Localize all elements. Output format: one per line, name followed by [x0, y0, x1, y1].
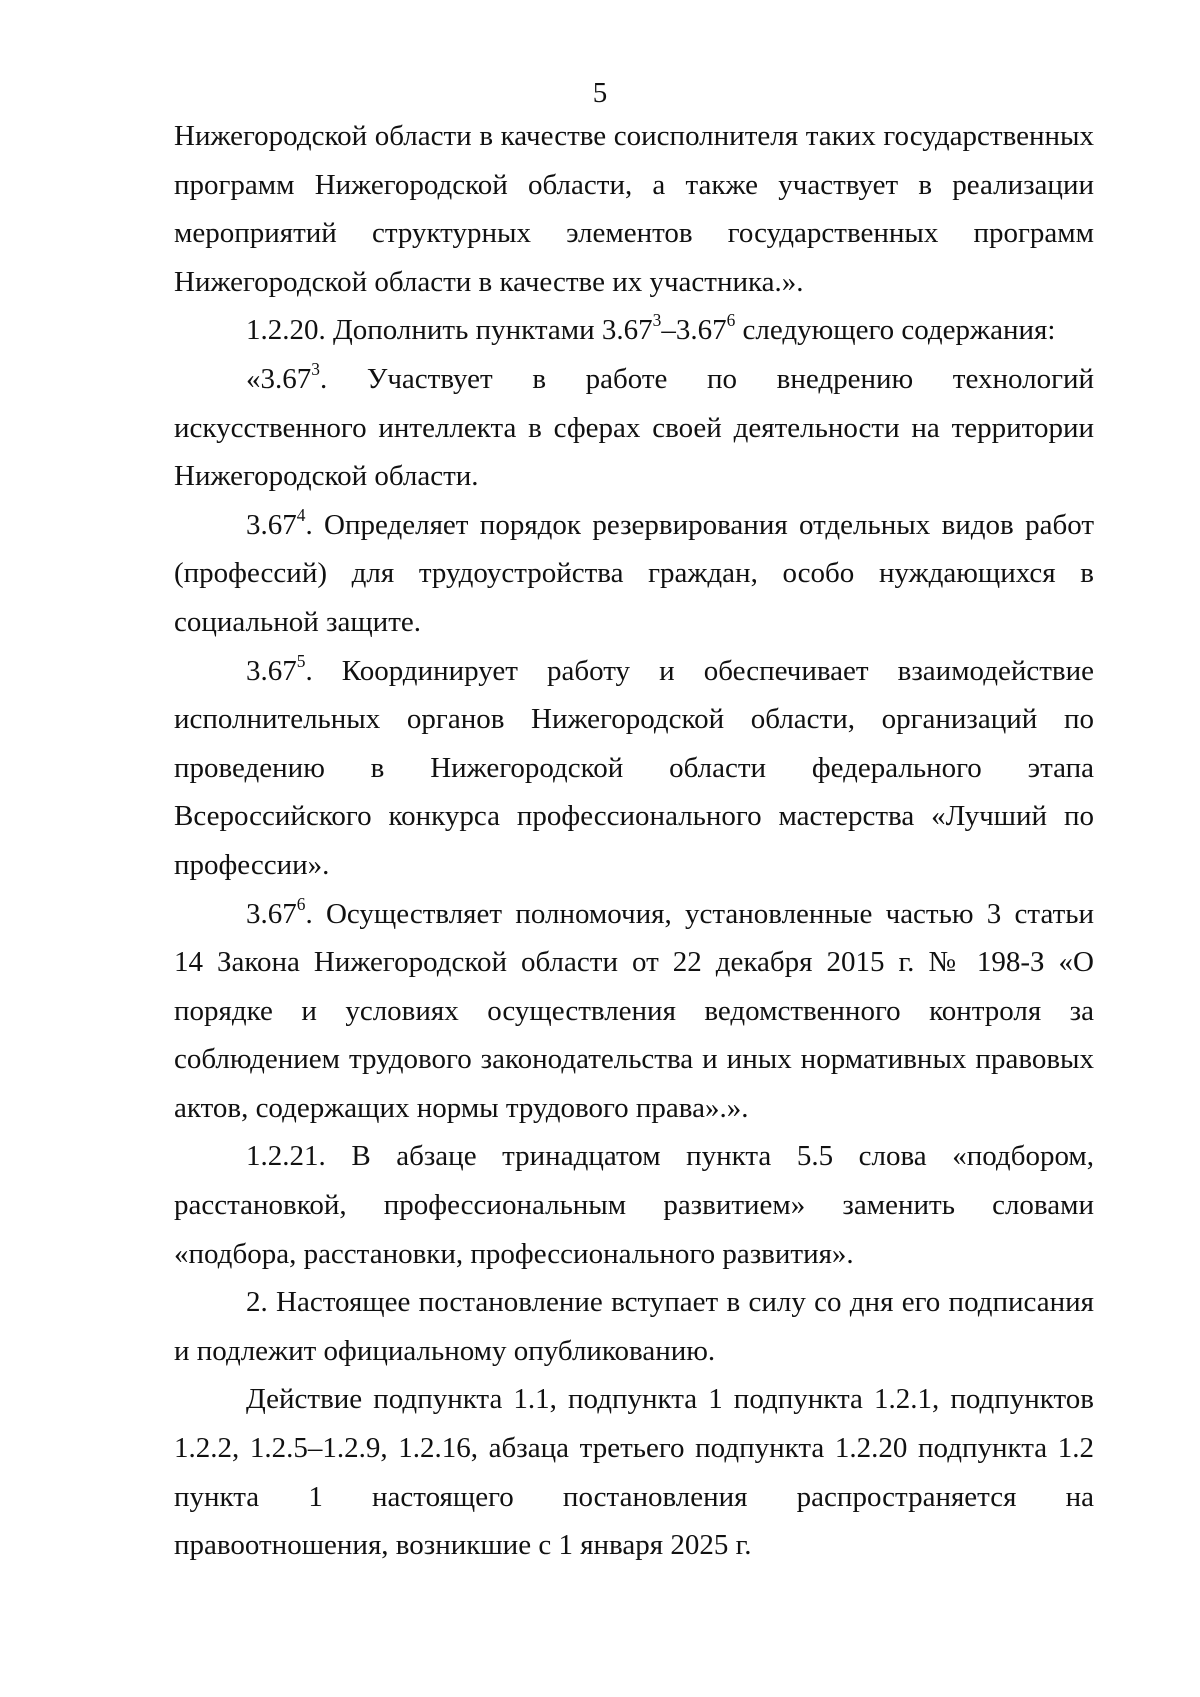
text-segment: 2. Настоящее постановление вступает в силу со дня его подписания и подлежит официальному опубликованию. [174, 1286, 1094, 1367]
superscript: 6 [296, 893, 306, 914]
text-segment: 1.2.20. Дополнить пунктами 3.67 [246, 314, 653, 347]
page-number: 5 [592, 77, 608, 109]
paragraph-p-2 [174, 1278, 1094, 1375]
paragraph-p-3-67-4 [174, 501, 1094, 647]
text-segment: . Определяет порядок резервирования отдельных видов работ (профессий) для трудоустройства граждан, особо нуждающихся в социальной защите. [174, 508, 1094, 638]
superscript: 6 [726, 310, 736, 331]
text-segment: –3.67 [661, 314, 727, 347]
paragraph-p-1-2-21 [174, 1132, 1094, 1278]
paragraph-p-1-2-20 [174, 306, 1094, 355]
text-segment: 3.67 [246, 654, 297, 687]
text-segment: Нижегородской области в качестве соисполнителя таких государственных программ Нижегородской области, а также участвует в реализации мероприятий структурных элементов государственных программ Нижегородской области в качестве их участника.». [174, 120, 1094, 298]
paragraph-p-3-67-5 [174, 647, 1094, 890]
text-segment: . Осуществляет полномочия, установленные частью 3 статьи 14 Закона Нижегородской области от 22 декабря 2015 г. № 198-З «О порядке и условиях осуществления ведомственного контроля за соблюдением трудового законодательства и иных нормативных правовых актов, содержащих нормы трудового права».». [174, 897, 1094, 1124]
superscript: 4 [296, 504, 306, 525]
superscript: 5 [296, 650, 306, 671]
text-segment: 1.2.21. В абзаце тринадцатом пункта 5.5 слова «подбором, расстановкой, профессиональным развитием» заменить словами «подбора, расстановки, профессионального развития». [174, 1140, 1094, 1270]
text-segment: . Координирует работу и обеспечивает взаимодействие исполнительных органов Нижегородской области, организаций по проведению в Нижегородской области федерального этапа Всероссийского конкурса профессионального мастерства «Лучший по профессии». [174, 654, 1094, 881]
text-segment: 3.67 [246, 897, 297, 930]
superscript: 3 [652, 310, 662, 331]
text-segment: Действие подпункта 1.1, подпункта 1 подпункта 1.2.1, подпунктов 1.2.2, 1.2.5–1.2.9, 1.2.16, абзаца третьего подпункта 1.2.20 подпункта 1.2 пункта 1 настоящего постановления распространяется на правоотношения, возникшие с 1 января 2025 г. [174, 1383, 1094, 1562]
text-segment: «3.67 [246, 362, 312, 395]
paragraph-p-3-67-3 [174, 355, 1094, 501]
document-body [174, 112, 1094, 1570]
paragraph-p-effect [174, 1375, 1094, 1569]
text-segment: 3.67 [246, 508, 297, 541]
text-segment: следующего содержания: [735, 314, 1056, 347]
text-segment: . Участвует в работе по внедрению технологий искусственного интеллекта в сферах своей деятельности на территории Нижегородской области. [174, 362, 1094, 493]
superscript: 3 [311, 358, 320, 379]
paragraph-p-continuation [174, 112, 1094, 306]
paragraph-p-3-67-6 [174, 890, 1094, 1133]
